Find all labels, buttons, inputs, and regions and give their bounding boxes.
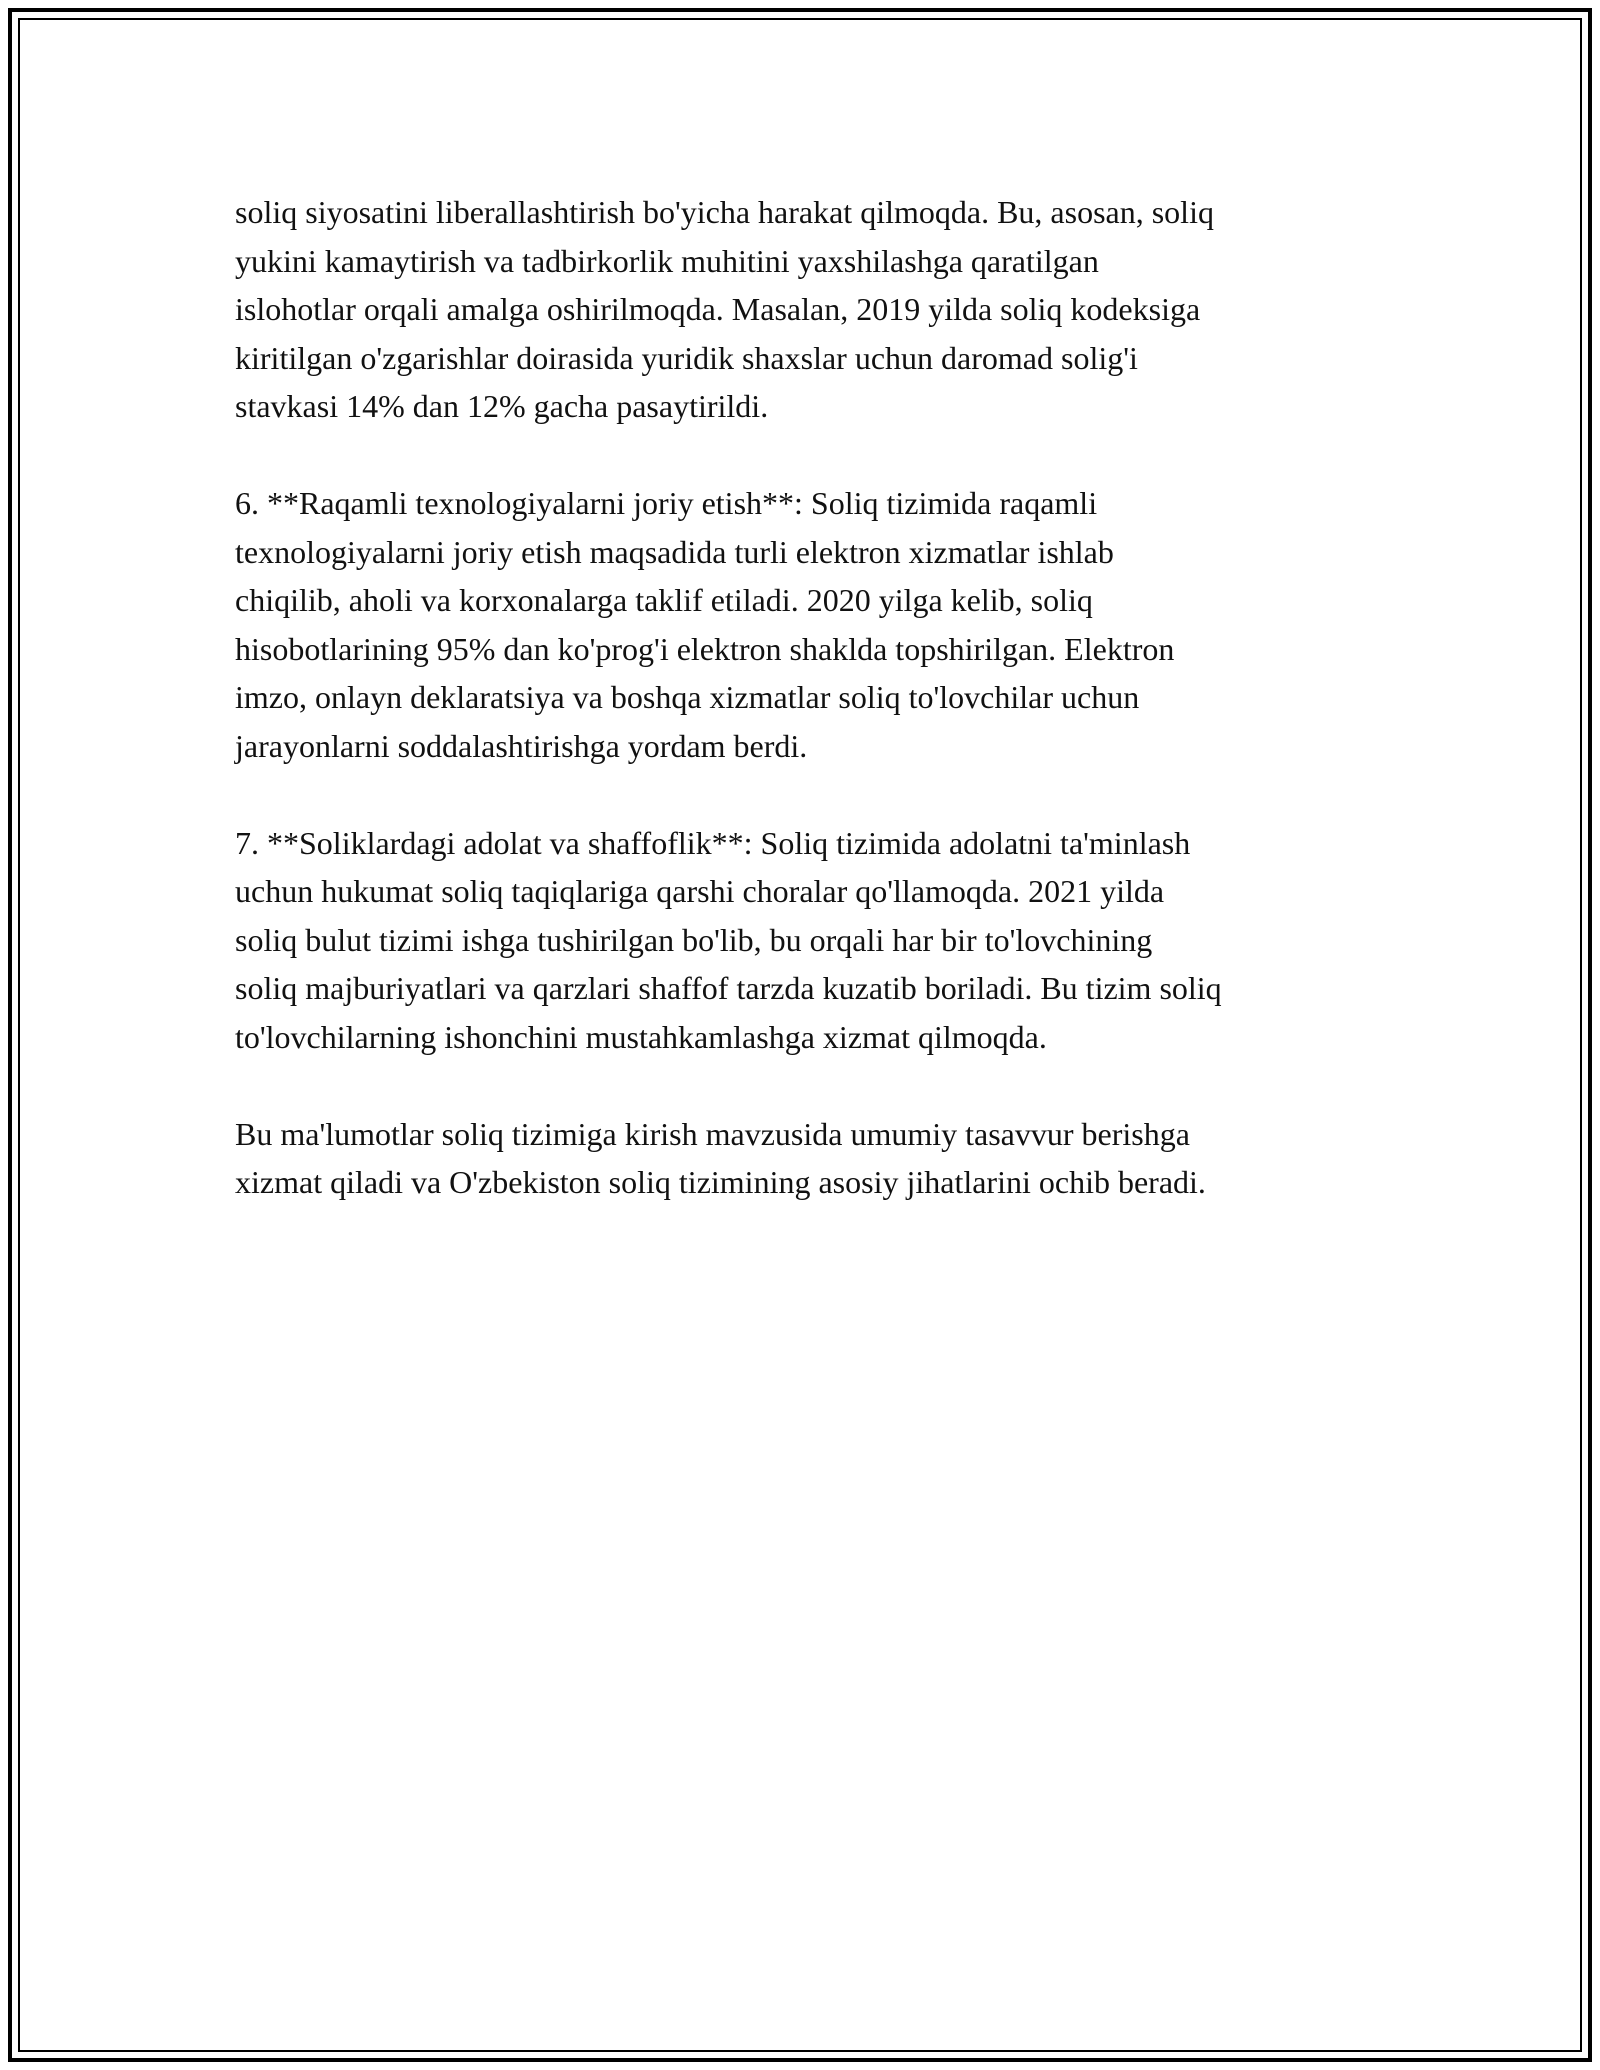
- text-line: 7. **Soliklardagi adolat va shaffoflik**: Soliq tizimida adolatni ta'minlash: [235, 824, 1191, 861]
- text-line: imzo, onlayn deklaratsiya va boshqa xizmatlar soliq to'lovchilar uchun: [235, 679, 1140, 715]
- text-line: islohotlar orqali amalga oshirilmoqda. Masalan, 2019 yilda soliq kodeksiga: [235, 291, 1201, 327]
- text-line: hisobotlarining 95% dan ko'prog'i elektron shaklda topshirilgan. Elektron: [235, 630, 1175, 667]
- text-line: uchun hukumat soliq taqiqlariga qarshi choralar qo'llamoqda. 2021 yilda: [235, 873, 1165, 909]
- text-line: yukini kamaytirish va tadbirkorlik muhitini yaxshilashga qaratilgan: [235, 242, 1099, 279]
- text-line: soliq majburiyatlari va qarzlari shaffof tarzda kuzatib boriladi. Bu tizim soliq: [235, 970, 1222, 1006]
- paragraph-conclusion: [235, 1110, 1385, 1207]
- text-line: jarayonlarni soddalashtirishga yordam berdi.: [235, 727, 808, 764]
- paragraph-fairness-transparency: [235, 819, 1385, 1062]
- paragraph-liberalization: [235, 188, 1385, 431]
- text-line: chiqilib, aholi va korxonalarga taklif etiladi. 2020 yilga kelib, soliq: [235, 582, 1093, 618]
- text-line: kiritilgan o'zgarishlar doirasida yuridik shaxslar uchun daromad solig'i: [235, 339, 1138, 376]
- text-line: to'lovchilarning ishonchini mustahkamlashga xizmat qilmoqda.: [235, 1018, 1047, 1055]
- text-line: soliq siyosatini liberallashtirish bo'yicha harakat qilmoqda. Bu, asosan, soliq: [235, 194, 1214, 230]
- text-line: stavkasi 14% dan 12% gacha pasaytirildi.: [235, 388, 769, 424]
- text-line: xizmat qiladi va O'zbekiston soliq tizimining asosiy jihatlarini ochib beradi.: [235, 1164, 1206, 1200]
- paragraph-digital-technologies: [235, 479, 1385, 770]
- document-body: [235, 188, 1385, 1255]
- text-line: texnologiyalarni joriy etish maqsadida turli elektron xizmatlar ishlab: [235, 533, 1114, 570]
- text-line: Bu ma'lumotlar soliq tizimiga kirish mavzusida umumiy tasavvur berishga: [235, 1115, 1190, 1152]
- text-line: soliq bulut tizimi ishga tushirilgan bo'lib, bu orqali har bir to'lovchining: [235, 921, 1153, 958]
- text-line: 6. **Raqamli texnologiyalarni joriy etish**: Soliq tizimida raqamli: [235, 485, 1098, 521]
